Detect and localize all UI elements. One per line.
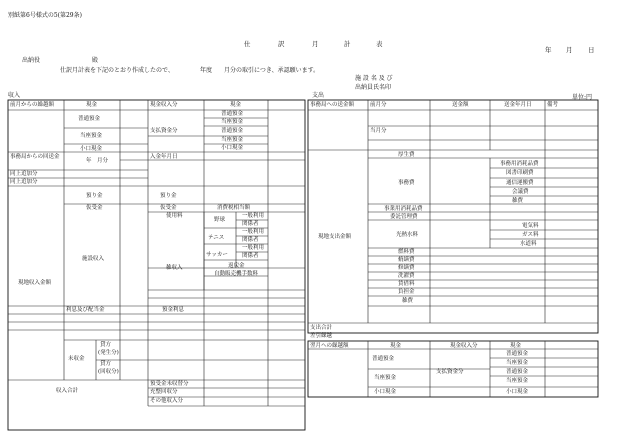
usage-fee-label: 使用料 (166, 213, 183, 219)
utilities-label: 光熱水料 (396, 232, 419, 238)
income-futsu-2: 普通預金 (221, 111, 244, 117)
gas-label: ガス料 (522, 232, 539, 238)
title-char-3: 月 (312, 40, 319, 48)
deposit-money-label-2: 預り金 (160, 193, 177, 199)
income-cash-header-2: 現金 (230, 102, 242, 108)
cash-receipts-label: 現地収入金額 (18, 280, 52, 286)
carry-deposit-in: 支払資金分 (436, 369, 464, 375)
title-char-2: 訳 (278, 40, 285, 48)
deposit-repay-label: 預受金未収替分 (150, 381, 189, 387)
related-1: 関係者 (242, 221, 259, 227)
interest-label: 利息及び配当金 (66, 307, 105, 313)
tax-received-label-2: 仮受金 (160, 205, 177, 211)
other-income-label: その他収入分 (150, 398, 184, 404)
office-cost-label: 事務費 (398, 180, 415, 186)
loan-sub-1: (発生分) (98, 350, 119, 356)
burden-label: 負担金 (398, 289, 415, 295)
loan-sub-2: (回収分) (98, 369, 119, 375)
cash-expense-label: 現地支出金額 (318, 234, 352, 240)
date-day: 日 (588, 46, 595, 54)
general-3: 一般利用 (242, 245, 265, 251)
meeting-label: 会議費 (512, 189, 529, 195)
income-transfer-in: 現金収入分 (150, 102, 178, 108)
printing-label: 図書印刷費 (506, 170, 534, 176)
repair-label-2: 修繕費 (398, 265, 415, 271)
same-above-2: 同上追加分 (10, 179, 38, 185)
send-amount-header: 送金額 (452, 102, 469, 108)
next-balance-label: 翌月への繰越額 (310, 343, 349, 349)
date-year: 年 (545, 46, 552, 54)
income-koguchi-2: 小口現金 (221, 145, 244, 151)
send-date-header: 送金年月日 (504, 102, 532, 108)
carry-label: 差引繰越 (310, 333, 333, 339)
carry-futsu-3: 普通預金 (506, 369, 529, 375)
carry-koguchi: 小口現金 (374, 389, 397, 395)
carry-transfer-in: 現金収入分 (450, 343, 478, 349)
income-futsu-3: 普通預金 (221, 128, 244, 134)
misc-2-label: 雑費 (402, 298, 414, 304)
carry-futsu: 普通預金 (372, 356, 395, 362)
date-month: 月 (566, 46, 573, 54)
cleaning-label: 洗濯費 (398, 273, 415, 279)
carry-koguchi-2: 小口現金 (506, 389, 529, 395)
adjust-label: 充整回収分 (150, 389, 178, 395)
title-char-5: 表 (376, 40, 383, 48)
month-part-label: 年 月分 (86, 158, 109, 164)
period-text: 年度 月分の取引につき、承認願います。 (200, 67, 320, 74)
receipt-date-label: 入金年月日 (150, 154, 178, 160)
loan-label: 貸方 (100, 342, 112, 348)
unit-label: 単位:円 (572, 94, 593, 101)
sign-label-1: 施 設 名 及 び (355, 75, 393, 82)
deposit-interest-label: 預金利息 (162, 307, 185, 313)
carry-touza: 当座預金 (374, 375, 397, 381)
carry-cash-header-2: 現金 (510, 343, 522, 349)
communication-label: 通信運搬費 (506, 180, 534, 186)
tax-received-label: 仮受金 (86, 205, 103, 211)
consumption-tax-label: 消費税相当額 (217, 205, 251, 211)
loan-label-2: 貸方 (100, 361, 112, 367)
income-touza-2: 当座預金 (221, 119, 244, 125)
statement: 仕訳月計表を下記のとおり作成したので、 (60, 67, 174, 74)
income-cash-header: 現金 (86, 102, 98, 108)
addressee: 出納役 (22, 57, 41, 64)
court-label: 野球 (214, 217, 226, 223)
income-touza: 当座預金 (80, 133, 103, 139)
general-1: 一般利用 (242, 213, 265, 219)
return-money-label: 返戻金 (228, 263, 245, 269)
rent-label: 賃借料 (398, 281, 415, 287)
commission-label: 委託管理費 (390, 214, 418, 220)
deposit-money-label: 預り金 (86, 193, 103, 199)
honorific: 殿 (92, 57, 99, 64)
month-part-expense: 前月分 (370, 102, 387, 108)
same-above-1: 同上追加分 (10, 171, 38, 177)
office-consumables-label: 事業用消耗品費 (384, 206, 423, 212)
related-2: 関係者 (242, 237, 259, 243)
from-office-label: 事務局からの回送金 (10, 154, 60, 160)
tennis-label: テニス (208, 235, 225, 241)
to-office-label: 事務局への送金額 (310, 102, 355, 108)
general-2: 一般利用 (242, 229, 265, 235)
electricity-label: 電気料 (522, 223, 539, 229)
income-futsu: 普通預金 (78, 116, 101, 122)
title-char-1: 仕 (244, 40, 251, 48)
income-deposit-in: 支払資金分 (150, 128, 178, 134)
unpaid-label: 未収金 (68, 356, 85, 362)
misc-cost-label: 雑費 (512, 198, 524, 204)
carry-futsu-2: 普通預金 (506, 351, 529, 357)
income-label: 収入 (8, 92, 21, 99)
expense-table-border (308, 100, 598, 333)
carry-cash-header: 現金 (390, 343, 402, 349)
month-part-expense-2: 当月分 (370, 128, 387, 134)
repair-label: 脩繕費 (398, 257, 415, 263)
vending-label: 自動販売機手数料 (214, 271, 259, 277)
title-char-4: 計 (344, 40, 351, 48)
fuel-label: 燃料費 (398, 249, 415, 255)
carry-touza-2: 当座預金 (506, 360, 529, 366)
form-number: 別紙第6号様式の5(第29条) (8, 12, 82, 19)
expense-label: 支出 (312, 92, 325, 99)
prev-balance-label: 前月からの繰越額 (10, 102, 55, 108)
income-total-label: 収入合計 (56, 388, 79, 394)
misc-income-label: 雑収入 (166, 265, 183, 271)
soccer-label: サッカー (206, 252, 228, 258)
office-supplies-label: 事務用消耗品費 (500, 161, 539, 167)
related-3: 関係者 (242, 253, 259, 259)
water-label: 水道料 (520, 241, 537, 247)
income-koguchi: 小口現金 (80, 146, 103, 152)
expense-total-label: 支出合計 (310, 325, 333, 331)
sign-label-2: 出納員氏名印 (355, 84, 392, 91)
income-touza-3: 当座預金 (221, 137, 244, 143)
facility-income-label: 施設収入 (82, 256, 105, 262)
note-header: 備考 (547, 102, 559, 108)
carry-touza-3: 当座預金 (506, 378, 529, 384)
welfare-label: 厚生費 (398, 152, 415, 158)
